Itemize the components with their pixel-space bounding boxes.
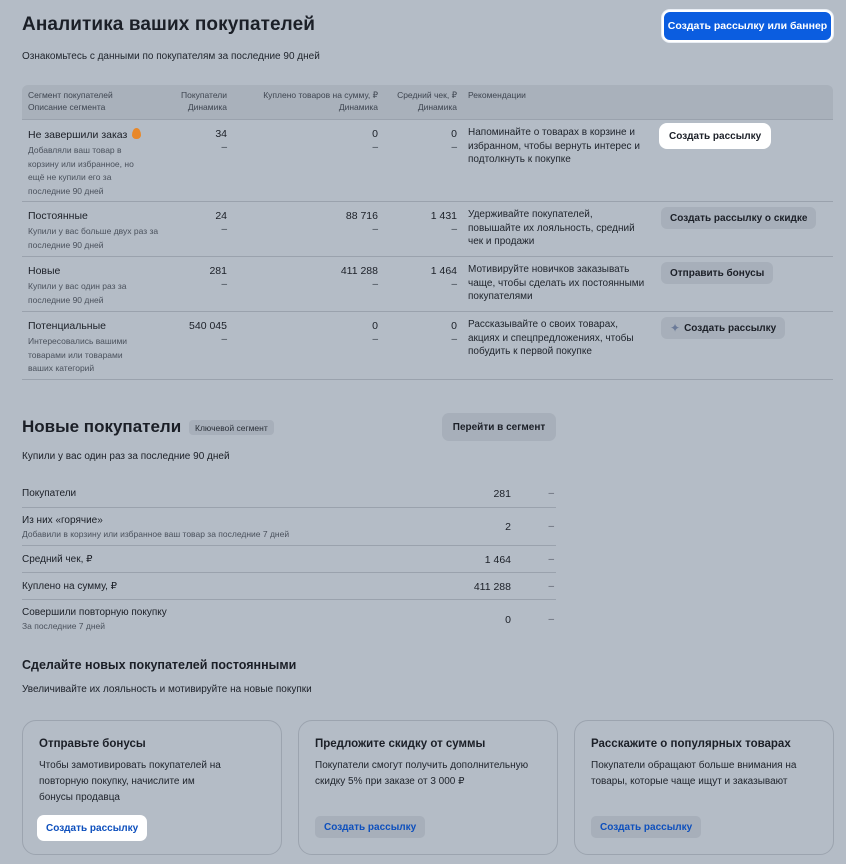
new-buyers-stats <box>22 480 556 638</box>
stat-dynamic: – <box>548 614 554 625</box>
col-avg-sub: Динамика <box>417 102 457 112</box>
stat-dynamic: – <box>548 488 554 499</box>
create-mailing-or-banner-button[interactable]: Создать рассылку или баннер <box>662 10 833 42</box>
table-row <box>22 201 833 256</box>
stat-sub: Добавили в корзину или избранное ваш товар за последние 7 дней <box>22 529 290 539</box>
recommendation: Рассказывайте о своих товарах, акциях и спецпредложениях, чтобы побудить к первой покупке <box>468 319 634 357</box>
sum-dynamic: – <box>372 334 378 345</box>
buyers-value: 281 <box>209 265 227 277</box>
avg-dynamic: – <box>451 334 457 345</box>
col-segment: Сегмент покупателей <box>28 90 113 100</box>
card-create-mailing-button[interactable]: Создать рассылку <box>591 816 701 838</box>
segment-name: Потенциальные <box>28 320 106 332</box>
sum-value: 411 288 <box>340 265 378 277</box>
col-buyers: Покупатели <box>181 90 227 100</box>
stat-label: Совершили повторную покупку <box>22 607 167 618</box>
table-row <box>22 311 833 380</box>
segment-desc: Купили у вас один раз за последние 90 дней <box>28 281 127 305</box>
stat-sub: За последние 7 дней <box>22 621 106 631</box>
key-segment-badge: Ключевой сегмент <box>189 420 274 435</box>
sum-value: 0 <box>372 128 378 140</box>
buyers-value: 540 045 <box>189 320 227 332</box>
stat-label: Средний чек, ₽ <box>22 554 93 565</box>
card-title: Предложите скидку от суммы <box>315 738 486 750</box>
avg-value: 0 <box>451 320 457 332</box>
segment-desc: Купили у вас больше двух раз за последние 90 дней <box>28 226 159 250</box>
buyers-value: 24 <box>215 210 227 222</box>
card-title: Расскажите о популярных товарах <box>591 738 791 750</box>
stat-value: 2 <box>505 521 511 533</box>
col-buyers-sub: Динамика <box>187 102 227 112</box>
stat-value: 411 288 <box>473 581 511 593</box>
stat-label: Куплено на сумму, ₽ <box>22 581 118 592</box>
col-recommendations: Рекомендации <box>468 90 526 100</box>
fire-icon <box>132 128 141 139</box>
sum-dynamic: – <box>372 279 378 290</box>
stat-row <box>22 600 556 638</box>
avg-dynamic: – <box>451 224 457 235</box>
avg-value: 1 431 <box>430 210 457 222</box>
new-buyers-subtitle: Купили у вас один раз за последние 90 дней <box>22 451 230 462</box>
avg-value: 1 464 <box>430 265 457 277</box>
stat-dynamic: – <box>548 554 554 565</box>
loyalty-subtitle: Увеличивайте их лояльность и мотивируйте на новые покупки <box>22 684 312 695</box>
goto-segment-button[interactable]: Перейти в сегмент <box>442 413 556 441</box>
stat-label: Покупатели <box>22 488 77 499</box>
create-discount-mailing-button[interactable]: Создать рассылку о скидке <box>661 207 816 229</box>
create-mailing-button[interactable]: Создать рассылку <box>659 123 771 149</box>
send-bonuses-button[interactable]: Отправить бонусы <box>661 262 773 284</box>
create-mailing-potential-button[interactable] <box>661 317 785 339</box>
card-text: Покупатели смогут получить дополнительную скидку 5% при заказе от 3 000 ₽ <box>315 760 529 787</box>
stat-row <box>22 573 556 600</box>
segment-desc: Интересовались вашими товарами или товарами ваших категорий <box>28 336 128 373</box>
stat-row <box>22 480 556 508</box>
sum-value: 88 716 <box>345 210 378 222</box>
recommendation: Мотивируйте новичков заказывать чаще, чтобы сделать их постоянными покупателями <box>468 264 645 302</box>
buyers-dynamic: – <box>221 279 227 290</box>
buyers-dynamic: – <box>221 142 227 153</box>
segment-desc: Добавляли ваш товар в корзину или избранное, но ещё не купили его за последние 90 дней <box>28 145 134 196</box>
segment-name: Постоянные <box>28 210 88 222</box>
segment-name: Не завершили заказ <box>28 129 128 141</box>
page-subtitle: Ознакомьтесь с данными по покупателям за последние 90 дней <box>22 51 320 62</box>
sparkle-icon: ✦ <box>670 321 681 335</box>
table-row <box>22 256 833 311</box>
page-title: Аналитика ваших покупателей <box>22 14 316 35</box>
avg-dynamic: – <box>451 279 457 290</box>
stat-row <box>22 546 556 573</box>
avg-dynamic: – <box>451 142 457 153</box>
card-create-mailing-button[interactable]: Создать рассылку <box>315 816 425 838</box>
table-row <box>22 119 833 201</box>
buyers-dynamic: – <box>221 224 227 235</box>
card-title: Отправьте бонусы <box>39 738 146 750</box>
card-create-mailing-button[interactable]: Создать рассылку <box>37 815 147 841</box>
button-label: Создать рассылку <box>684 322 777 334</box>
stat-value: 0 <box>505 614 511 626</box>
card-send-bonuses <box>22 720 282 855</box>
col-avg: Средний чек, ₽ <box>397 90 457 100</box>
stat-value: 281 <box>493 488 511 500</box>
table-header <box>22 85 833 119</box>
loyalty-title: Сделайте новых покупателей постоянными <box>22 658 297 672</box>
col-sum-sub: Динамика <box>338 102 378 112</box>
card-text: Покупатели обращают больше внимания на товары, которые чаще ищут и заказывают <box>591 760 797 787</box>
card-text: Чтобы замотивировать покупателей на повторную покупку, начислите им бонусы продавца <box>39 760 221 803</box>
stat-row <box>22 508 556 546</box>
stat-dynamic: – <box>548 521 554 532</box>
sum-dynamic: – <box>372 142 378 153</box>
segment-name: Новые <box>28 265 61 277</box>
buyers-value: 34 <box>215 128 227 140</box>
recommendation: Напоминайте о товарах в корзине и избранном, чтобы вернуть интерес и подтолкнуть к покупке <box>468 127 640 165</box>
stat-label: Из них «горячие» <box>22 515 103 526</box>
stat-dynamic: – <box>548 581 554 592</box>
buyers-dynamic: – <box>221 334 227 345</box>
card-discount <box>298 720 558 855</box>
card-popular-products <box>574 720 834 855</box>
new-buyers-title: Новые покупатели <box>22 417 182 436</box>
recommendation: Удерживайте покупателей, повышайте их лояльность, средний чек и продажи <box>468 209 635 247</box>
avg-value: 0 <box>451 128 457 140</box>
segments-table <box>22 85 833 380</box>
stat-value: 1 464 <box>484 554 511 566</box>
sum-value: 0 <box>372 320 378 332</box>
sum-dynamic: – <box>372 224 378 235</box>
col-segment-sub: Описание сегмента <box>28 102 106 112</box>
col-sum: Куплено товаров на сумму, ₽ <box>263 90 378 100</box>
